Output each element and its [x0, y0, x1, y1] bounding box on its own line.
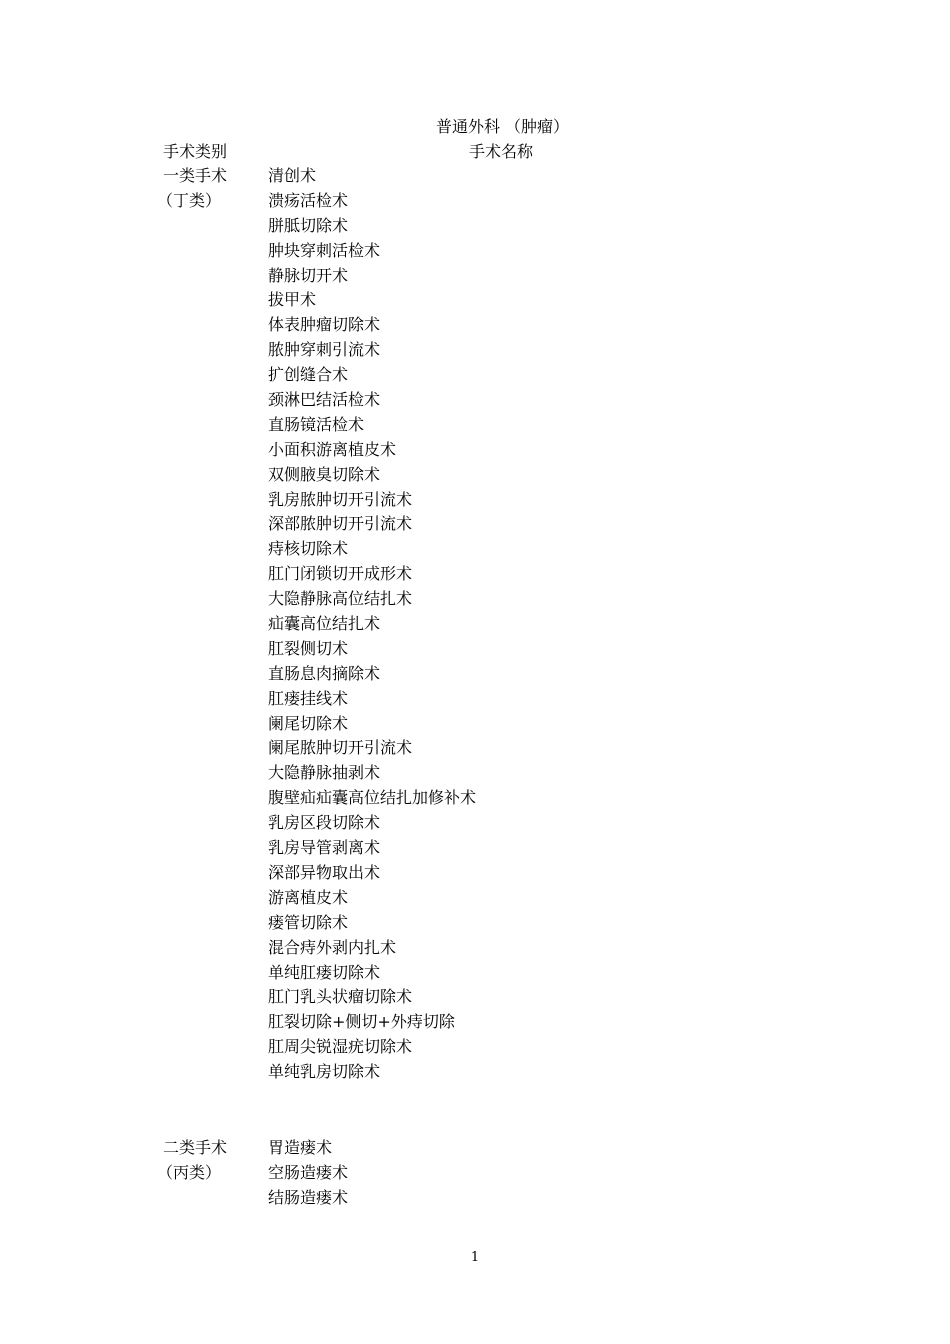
section-label: [157, 164, 263, 214]
section-class-label: 一类手术: [163, 166, 228, 185]
list-item: 阑尾切除术: [268, 713, 349, 733]
list-item: 溃疡活检术: [268, 190, 349, 210]
list-item: 单纯乳房切除术: [268, 1062, 381, 1082]
list-item: 乳房脓肿切开引流术: [268, 489, 413, 509]
list-item: 拔甲术: [268, 290, 317, 310]
section-grade-label: （丙类）: [157, 1162, 222, 1182]
list-item: 肛裂侧切术: [268, 638, 349, 658]
list-item: 颈淋巴结活检术: [268, 390, 381, 410]
list-item: 清创术: [268, 166, 317, 185]
list-item: 肛周尖锐湿疣切除术: [268, 1037, 413, 1057]
list-item: 肛门乳头状瘤切除术: [268, 987, 413, 1007]
list-item: 深部脓肿切开引流术: [268, 514, 413, 534]
list-item: 小面积游离植皮术: [268, 439, 397, 459]
list-item: 直肠镜活检术: [268, 414, 365, 434]
list-item: 腹壁疝疝囊高位结扎加修补术: [268, 788, 477, 808]
surgery-list: [268, 1136, 348, 1211]
page-number: 1: [470, 1250, 480, 1265]
list-item: 肛瘘挂线术: [268, 688, 349, 708]
table-header: [163, 141, 843, 163]
list-item: 大隐静脉高位结扎术: [268, 589, 413, 609]
list-item: 瘘管切除术: [268, 912, 349, 932]
page-title: 普通外科 （肿瘤）: [435, 117, 570, 136]
list-item: 脓肿穿刺引流术: [268, 340, 381, 360]
list-item: 肛门闭锁切开成形术: [268, 564, 413, 584]
list-item: 体表肿瘤切除术: [268, 315, 381, 335]
list-item: 双侧腋臭切除术: [268, 464, 381, 484]
list-item: 混合痔外剥内扎术: [268, 937, 397, 957]
section-class-label: 二类手术: [163, 1138, 228, 1157]
header-name: 手术名称: [469, 142, 534, 161]
list-item: 胃造瘘术: [268, 1138, 333, 1157]
list-item: 乳房区段切除术: [268, 813, 381, 833]
surgery-list: [268, 164, 476, 1085]
list-item: 肿块穿刺活检术: [268, 240, 381, 260]
list-item: 扩创缝合术: [268, 365, 349, 385]
section-grade-label: （丁类）: [157, 190, 222, 210]
list-item: 乳房导管剥离术: [268, 838, 381, 858]
list-item: 大隐静脉抽剥术: [268, 763, 381, 783]
list-item: 直肠息肉摘除术: [268, 663, 381, 683]
list-item: 游离植皮术: [268, 887, 349, 907]
header-category: 手术类别: [163, 142, 228, 161]
list-item: 痔核切除术: [268, 539, 349, 559]
list-item: 阑尾脓肿切开引流术: [268, 738, 413, 758]
list-item: 疝囊高位结扎术: [268, 614, 381, 634]
section-label: [157, 1136, 263, 1186]
list-item: 空肠造瘘术: [268, 1162, 349, 1182]
list-item: 单纯肛瘘切除术: [268, 962, 381, 982]
list-item: 静脉切开术: [268, 265, 349, 285]
list-item: 胼胝切除术: [268, 215, 349, 235]
list-item: 肛裂切除+侧切+外痔切除: [268, 1012, 455, 1032]
list-item: 深部异物取出术: [268, 862, 381, 882]
list-item: 结肠造瘘术: [268, 1187, 349, 1207]
